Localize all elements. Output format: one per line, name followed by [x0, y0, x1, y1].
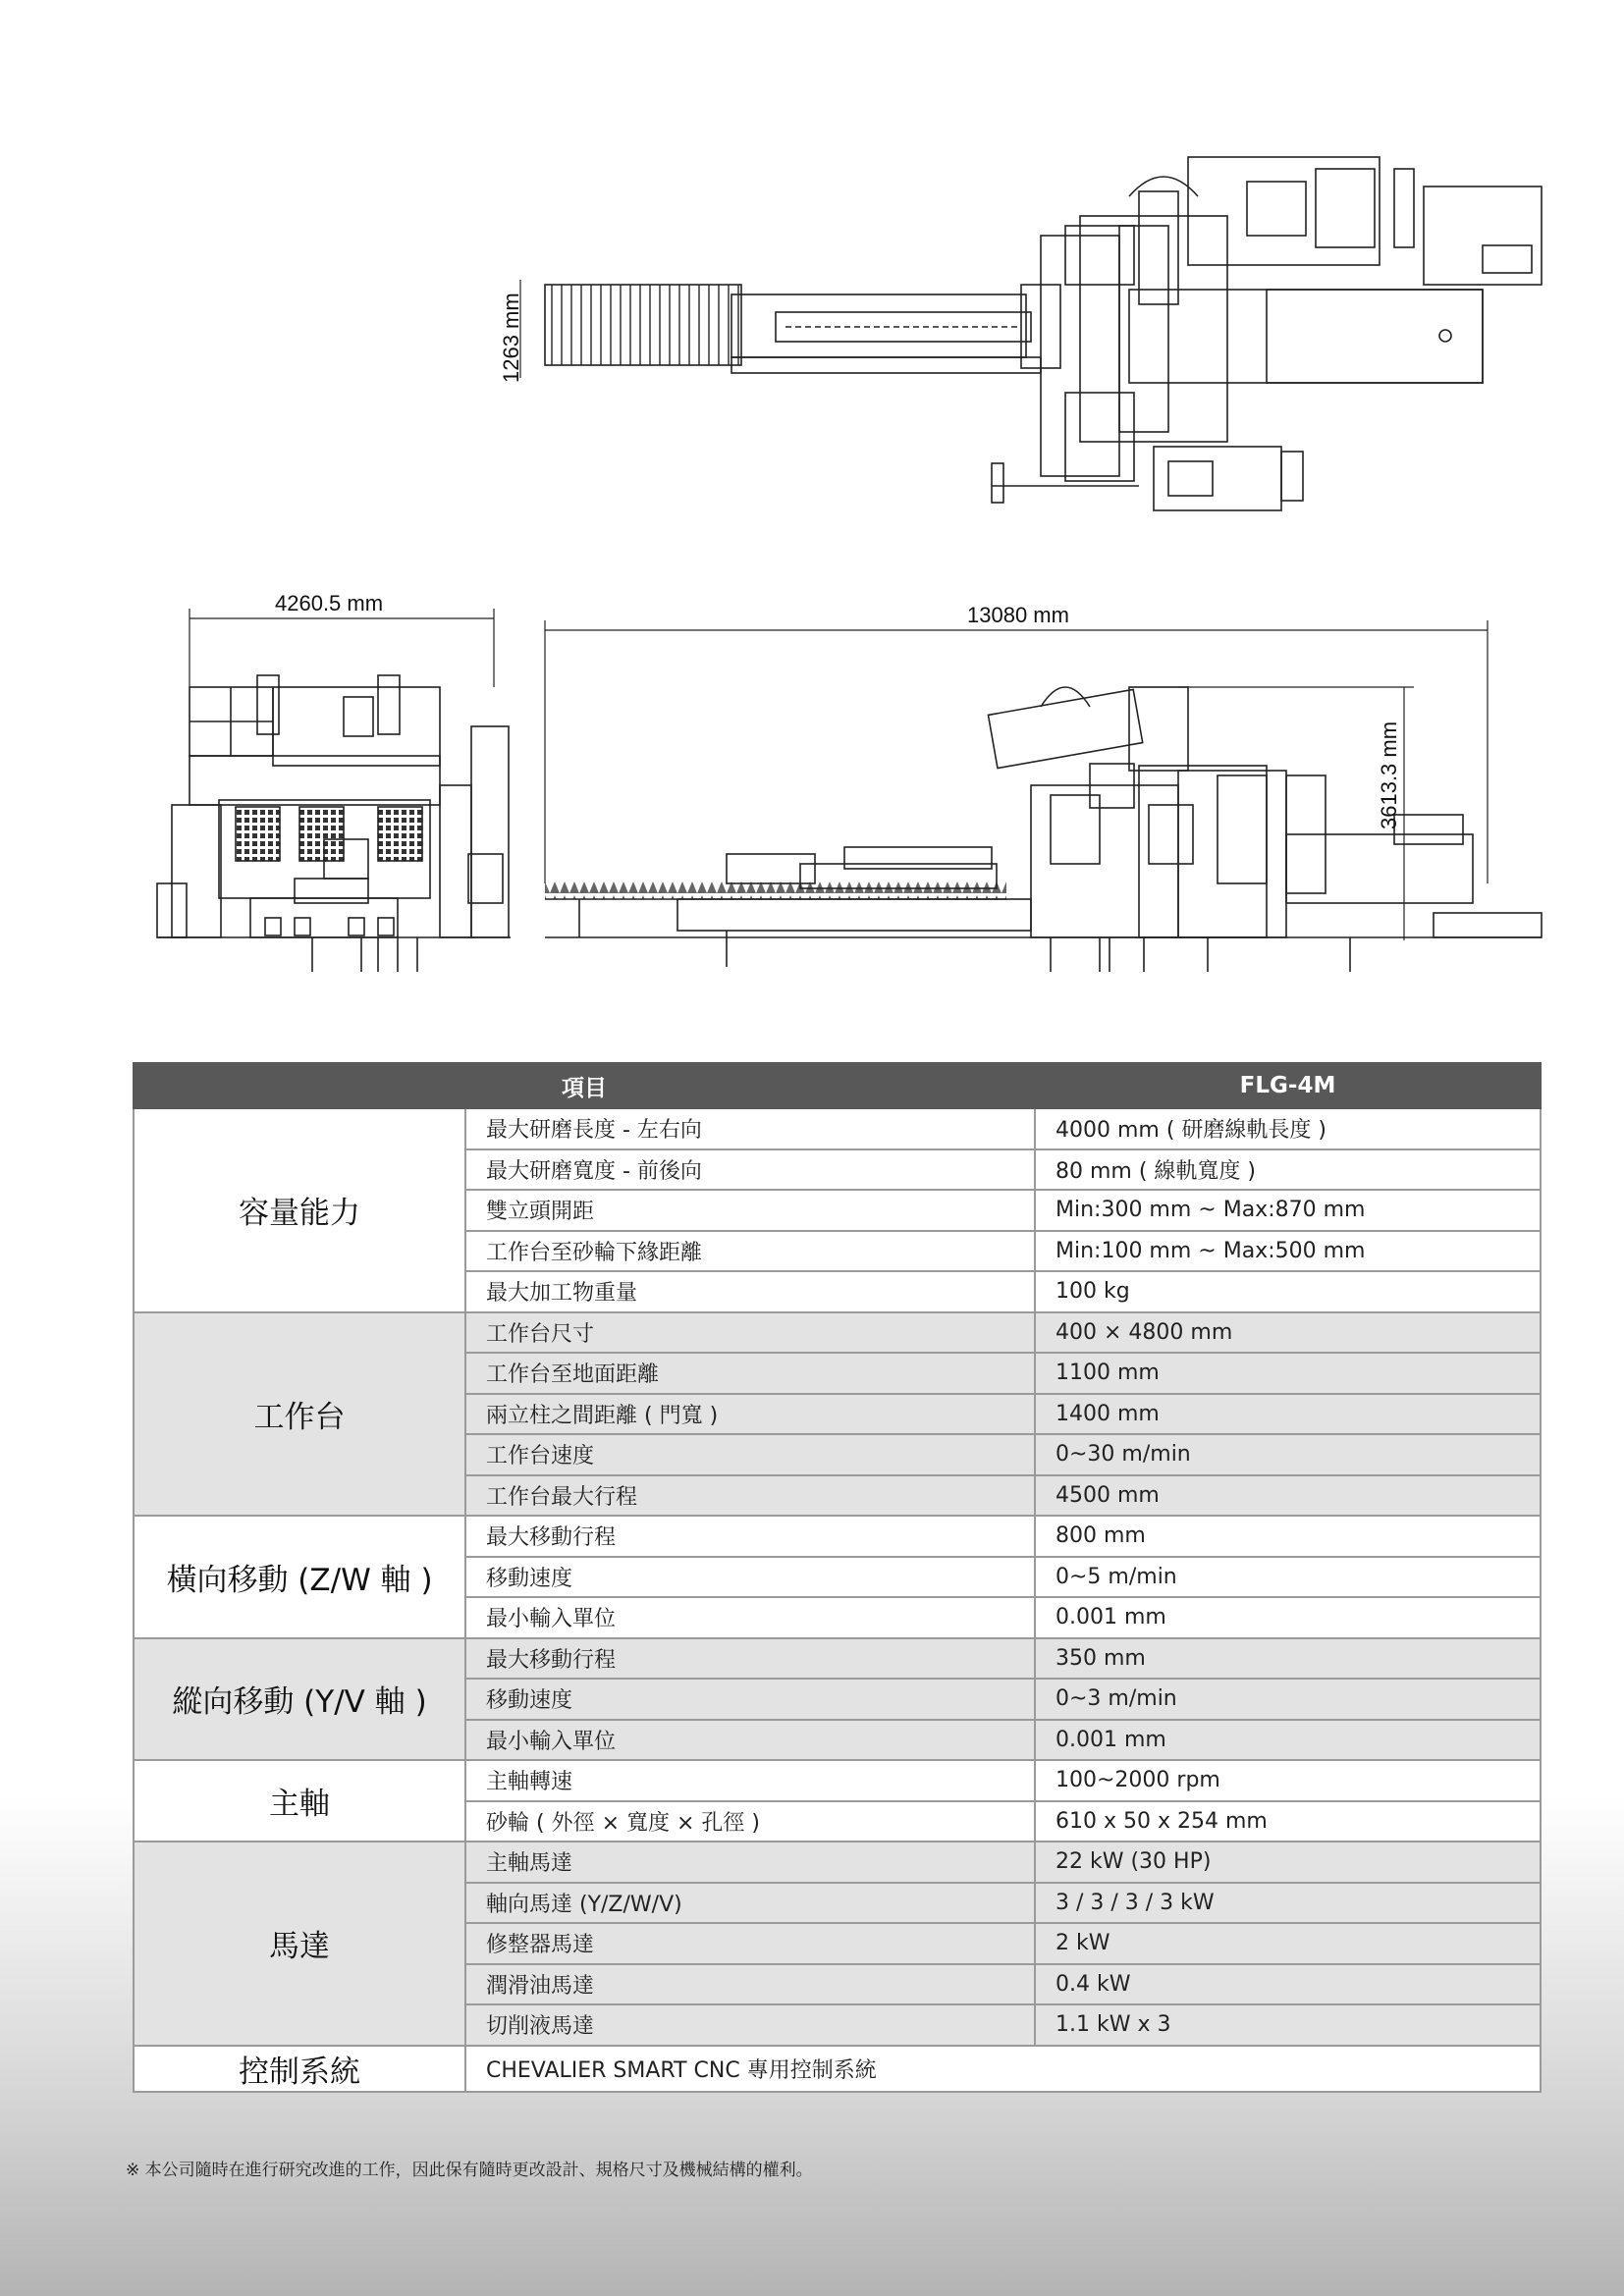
machine-drawings: [0, 0, 1624, 991]
value-cell: 0.001 mm: [1035, 1720, 1541, 1761]
item-cell: 砂輪 ( 外徑 × 寬度 × 孔徑 ): [465, 1801, 1035, 1842]
value-cell: 100~2000 rpm: [1035, 1760, 1541, 1801]
footnote: ※ 本公司隨時在進行研究改進的工作，因此保有隨時更改設計、規格尺寸及機械結構的權利。: [126, 2161, 813, 2180]
table-header-row: [134, 1063, 1541, 1108]
item-cell: 最大研磨寬度 - 前後向: [465, 1149, 1035, 1191]
category-cell: 橫向移動 (Z/W 軸 ): [134, 1516, 465, 1638]
item-cell: 工作台速度: [465, 1434, 1035, 1475]
table-row: [134, 1108, 1541, 1149]
value-cell: 80 mm ( 線軌寬度 ): [1035, 1149, 1541, 1191]
item-cell: 最大研磨長度 - 左右向: [465, 1108, 1035, 1149]
value-cell: 400 × 4800 mm: [1035, 1312, 1541, 1354]
table-row: [134, 1516, 1541, 1557]
item-cell: 修整器馬達: [465, 1923, 1035, 1964]
group-spindle: [134, 1760, 1541, 1842]
item-cell: 最大移動行程: [465, 1516, 1035, 1557]
dim-side-length: 13080 mm: [967, 603, 1069, 627]
item-cell: 最小輸入單位: [465, 1597, 1035, 1638]
value-cell: Min:300 mm ~ Max:870 mm: [1035, 1190, 1541, 1231]
category-cell: 控制系統: [134, 2046, 465, 2092]
value-cell: 4500 mm: [1035, 1475, 1541, 1517]
table-row: [134, 1312, 1541, 1354]
table-row: [134, 1638, 1541, 1680]
item-cell: 工作台至地面距離: [465, 1353, 1035, 1394]
item-cell: 工作台至砂輪下緣距離: [465, 1231, 1035, 1272]
item-cell: 兩立柱之間距離 ( 門寬 ): [465, 1394, 1035, 1435]
item-cell: 最大移動行程: [465, 1638, 1035, 1680]
value-cell: 0~30 m/min: [1035, 1434, 1541, 1475]
value-cell: 1100 mm: [1035, 1353, 1541, 1394]
value-cell: 22 kW (30 HP): [1035, 1842, 1541, 1883]
front-view: [157, 675, 511, 972]
group-vertical-motion: [134, 1638, 1541, 1761]
value-cell: 350 mm: [1035, 1638, 1541, 1680]
group-motors: [134, 1842, 1541, 2046]
dim-width-top: 1263 mm: [499, 293, 523, 383]
item-cell: 工作台尺寸: [465, 1312, 1035, 1354]
dim-front-width-line: [189, 609, 494, 687]
value-cell: 0.4 kW: [1035, 1964, 1541, 2005]
table-row: [134, 1760, 1541, 1801]
group-control: [134, 2046, 1541, 2092]
control-value-cell: CHEVALIER SMART CNC 專用控制系統: [465, 2046, 1541, 2092]
value-cell: 1.1 kW x 3: [1035, 2004, 1541, 2046]
item-cell: 軸向馬達 (Y/Z/W/V): [465, 1883, 1035, 1924]
value-cell: 4000 mm ( 研磨線軌長度 ): [1035, 1108, 1541, 1149]
item-cell: 雙立頭開距: [465, 1190, 1035, 1231]
item-cell: 主軸馬達: [465, 1842, 1035, 1883]
value-cell: 0~3 m/min: [1035, 1679, 1541, 1720]
table-row: [134, 2046, 1541, 2092]
value-cell: Min:100 mm ~ Max:500 mm: [1035, 1231, 1541, 1272]
group-lateral-motion: [134, 1516, 1541, 1638]
header-item: 項目: [134, 1063, 1035, 1108]
item-cell: 最小輸入單位: [465, 1720, 1035, 1761]
category-cell: 主軸: [134, 1760, 465, 1842]
item-cell: 工作台最大行程: [465, 1475, 1035, 1517]
value-cell: 610 x 50 x 254 mm: [1035, 1801, 1541, 1842]
category-cell: 縱向移動 (Y/V 軸 ): [134, 1638, 465, 1761]
value-cell: 0~5 m/min: [1035, 1557, 1541, 1598]
value-cell: 0.001 mm: [1035, 1597, 1541, 1638]
category-cell: 容量能力: [134, 1108, 465, 1312]
item-cell: 切削液馬達: [465, 2004, 1035, 2046]
group-capacity: [134, 1108, 1541, 1312]
value-cell: 100 kg: [1035, 1271, 1541, 1312]
spec-table: [133, 1062, 1542, 2093]
dim-front-width: 4260.5 mm: [275, 591, 384, 615]
top-view: [545, 157, 1542, 510]
item-cell: 移動速度: [465, 1679, 1035, 1720]
category-cell: 工作台: [134, 1312, 465, 1517]
value-cell: 2 kW: [1035, 1923, 1541, 1964]
table-row: [134, 1842, 1541, 1883]
item-cell: 移動速度: [465, 1557, 1035, 1598]
item-cell: 潤滑油馬達: [465, 1964, 1035, 2005]
header-model: FLG-4M: [1035, 1063, 1541, 1108]
dim-height: 3613.3 mm: [1377, 721, 1401, 829]
item-cell: 主軸轉速: [465, 1760, 1035, 1801]
value-cell: 3 / 3 / 3 / 3 kW: [1035, 1883, 1541, 1924]
value-cell: 1400 mm: [1035, 1394, 1541, 1435]
category-cell: 馬達: [134, 1842, 465, 2046]
item-cell: 最大加工物重量: [465, 1271, 1035, 1312]
value-cell: 800 mm: [1035, 1516, 1541, 1557]
dim-side-length-line: [545, 620, 1488, 883]
group-worktable: [134, 1312, 1541, 1517]
